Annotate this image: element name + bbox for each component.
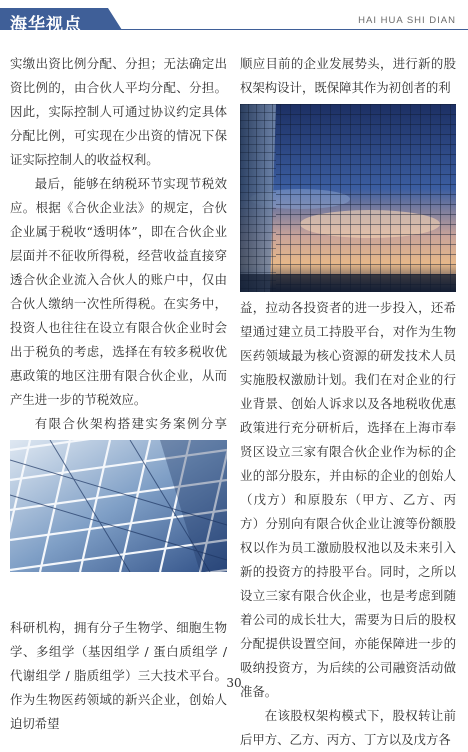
left-paragraph-4: 科研机构，拥有分子生物学、细胞生物学、多组学（基因组学 / 蛋白质组学 / 代谢组学 / 脂质组学）三大技术平台。作为生物医药领域的新兴企业，创始人迫切希望 <box>10 620 227 731</box>
right-paragraph-3: 在该股权架构模式下，股权转让前后甲方、乙方、丙方、丁方以及戊方各 <box>240 708 456 747</box>
page-header <box>0 0 468 38</box>
right-paragraph-2: 益，拉动各投资者的进一步投入，还希望通过建立员工持股平台，对作为生物医药领域最为核心资源的研发技术人员实施股权激励计划。我们在对企业的行业背景、创始人诉求以及各地税收优惠政策进行充分研析后，选择在上海市奉贤区设立三家有限合伙企业作为标的企业的部分股东，并由标的企业的创始人（戊方）和原股东（甲方、乙方、丙方）分别向有限合伙企业让渡等份额股权以作为员工激励股权池以及未来引入新的投资方的持股平台。同时，之所以设立三家有限合伙企业，也是考虑到随着公司的成长壮大，需要为日后的股权分配提供设置空间，亦能保障进一步的吸纳投资方，为后续的公司融资活动做准备。 <box>240 300 456 699</box>
skyscraper-sunset-image <box>240 104 456 292</box>
page-number: 30 <box>226 676 242 690</box>
glass-facade-image <box>10 440 227 572</box>
section-title: 海华视点 <box>10 15 82 35</box>
left-paragraph-1: 实缴出资比例分配、分担；无法确定出资比例的，由合伙人平均分配、分担。因此，实际控制人可通过协议约定具体分配比例，可实现在少出资的情况下保证实际控制人的收益权利。 <box>10 56 227 167</box>
left-paragraph-2: 最后，能够在纳税环节实现节税效应。根据《合伙企业法》的规定，合伙企业属于税收“透明体”，即在合伙企业层面并不征收所得税，经营收益直接穿透合伙企业流入合伙人的账户中，仅由合伙人缴纳一次性所得税。在实务中，投资人也往往在设立有限合伙企业时会出于税负的考虑，选择在有较多税收优惠政策的地区注册有限合伙企业，从而产生进一步的节税效应。 <box>10 176 227 407</box>
left-column <box>10 52 227 736</box>
section-subtitle: HAI HUA SHI DIAN <box>358 15 456 26</box>
case-heading: 有限合伙架构搭建实务案例分享 <box>34 416 227 431</box>
right-paragraph-1: 顺应目前的企业发展势头，进行新的股权架构设计，既保障其作为初创者的利 <box>240 56 456 95</box>
